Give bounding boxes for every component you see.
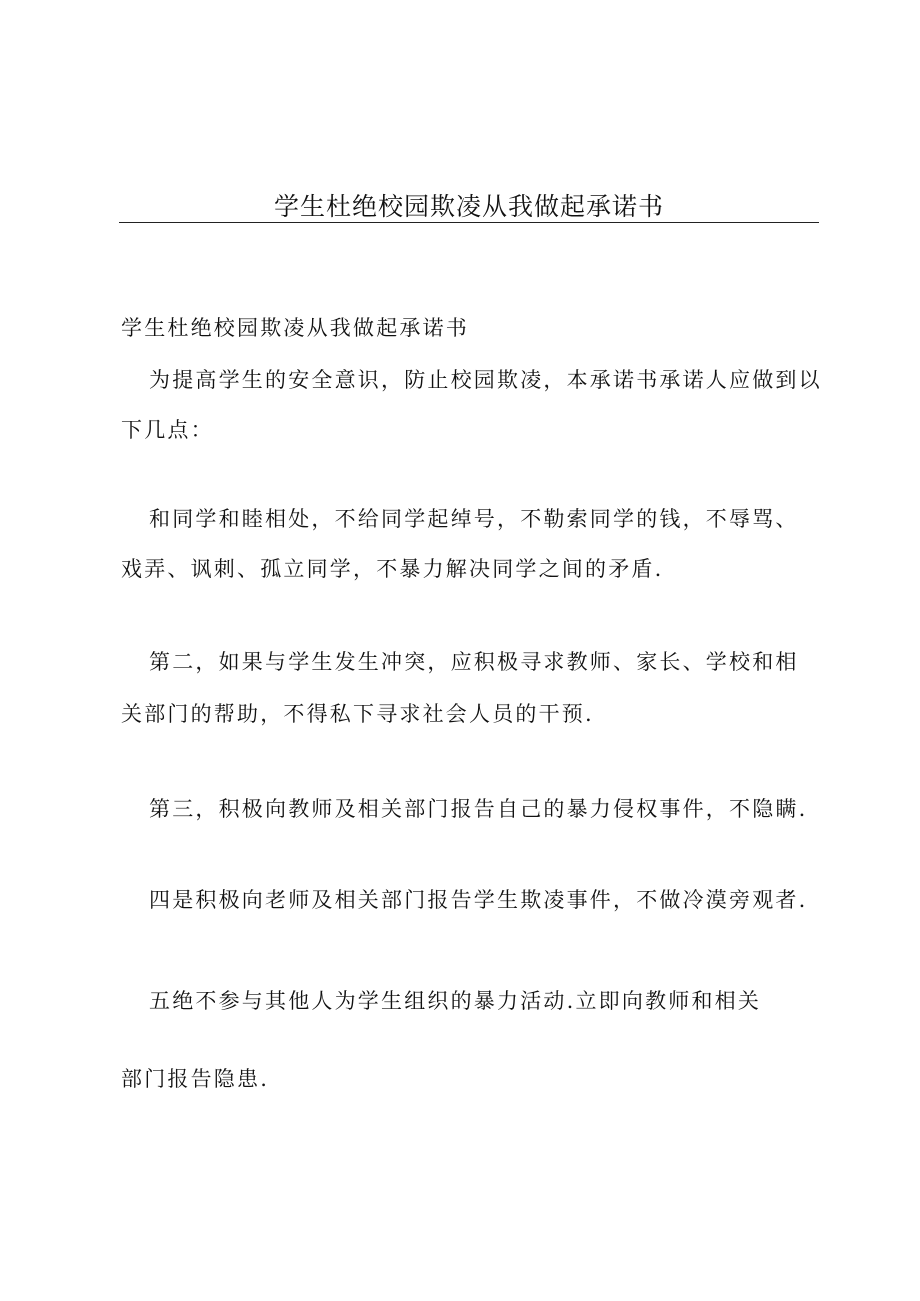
document-header-title: 学生杜绝校园欺凌从我做起承诺书 <box>273 192 664 221</box>
point5-line-1: 五绝不参与其他人为学生组织的暴力活动.立即向教师和相关 <box>149 989 762 1013</box>
point4-line-1: 四是积极向老师及相关部门报告学生欺凌事件，不做冷漠旁观者. <box>149 888 808 912</box>
point5-line-2: 部门报告隐患. <box>121 1067 270 1091</box>
point1-line-2: 戏弄、讽刺、孤立同学，不暴力解决同学之间的矛盾. <box>121 557 664 581</box>
document-subtitle: 学生杜绝校园欺凌从我做起承诺书 <box>121 316 469 340</box>
intro-line-1: 为提高学生的安全意识，防止校园欺凌，本承诺书承诺人应做到以 <box>149 368 822 392</box>
point3-line-1: 第三，积极向教师及相关部门报告自己的暴力侵权事件，不隐瞒. <box>149 797 808 821</box>
point2-line-2: 关部门的帮助，不得私下寻求社会人员的干预. <box>121 702 594 726</box>
point1-line-1: 和同学和睦相处，不给同学起绰号，不勒索同学的钱，不辱骂、 <box>149 507 799 531</box>
header-divider <box>119 222 819 223</box>
intro-line-2: 下几点： <box>121 418 214 442</box>
point2-line-1: 第二，如果与学生发生冲突，应积极寻求教师、家长、学校和相 <box>149 650 799 674</box>
